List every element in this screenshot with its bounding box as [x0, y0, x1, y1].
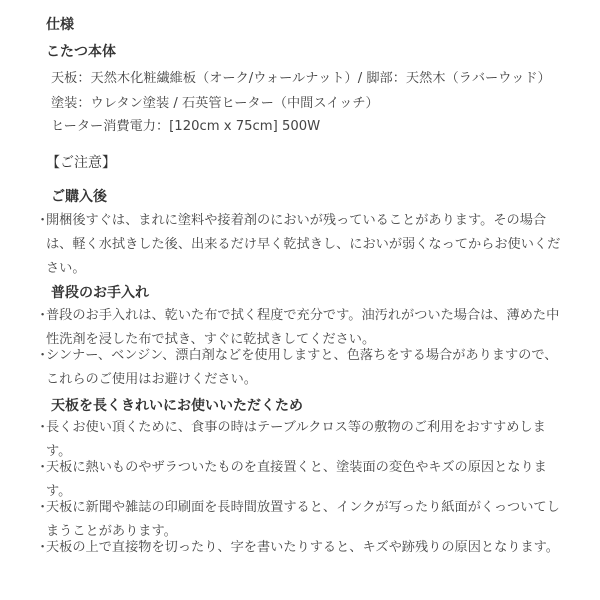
- note-text: 長くお使い頂くために、食事の時はテーブルクロス等の敷物のご利用をおすすめします。: [46, 420, 546, 459]
- note-text: 天板に熱いものやザラついたものを直接置くと、塗装面の変色やキズの原因となります。: [46, 460, 547, 499]
- section-heading: 普段のお手入れ: [51, 285, 149, 301]
- note-text: 天板の上で直接物を切ったり、字を書いたりすると、キズや跡残りの原因となります。: [46, 540, 559, 555]
- bullet-icon: ・: [36, 348, 50, 363]
- note-text: 開梱後すぐは、まれに塗料や接着剤のにおいが残っていることがあります。その場合は、軽く水拭きした後、出来るだけ早く乾拭きし、においが弱くなってからお使いください。: [46, 213, 561, 276]
- notes-title: 【ご注意】: [46, 155, 116, 171]
- spec-line: 天板：天然木化粧繊維板（オーク/ウォールナット）/ 脚部：天然木（ラバーウッド）: [51, 71, 551, 86]
- section-heading: ご購入後: [51, 189, 107, 205]
- bullet-icon: ・: [36, 540, 50, 555]
- note-item: [36, 536, 566, 560]
- note-item: [36, 209, 566, 281]
- bullet-icon: ・: [36, 500, 50, 515]
- spec-title: 仕様: [46, 17, 74, 33]
- body-heading: こたつ本体: [46, 44, 116, 60]
- note-text: シンナー、ベンジン、漂白剤などを使用しますと、色落ちをする場合がありますので、これらのご使用はお避けください。: [46, 348, 558, 387]
- bullet-icon: ・: [36, 213, 50, 228]
- note-text: 天板に新聞や雑誌の印刷面を長時間放置すると、インクが写ったり紙面がくっついてしまうことがあります。: [46, 500, 560, 539]
- bullet-icon: ・: [36, 460, 50, 475]
- section-heading: 天板を長くきれいにお使いいただくため: [51, 398, 303, 414]
- note-text: 普段のお手入れは、乾いた布で拭く程度で充分です。油汚れがついた場合は、薄めた中性洗剤を浸した布で拭き、すぐに乾拭きしてください。: [46, 308, 560, 347]
- spec-line: 塗装：ウレタン塗装 / 石英管ヒーター（中間スイッチ）: [51, 96, 379, 111]
- bullet-icon: ・: [36, 308, 50, 323]
- spec-line: ヒーター消費電力：[120cm x 75cm] 500W: [51, 119, 321, 134]
- bullet-icon: ・: [36, 420, 50, 435]
- note-item: [36, 344, 566, 392]
